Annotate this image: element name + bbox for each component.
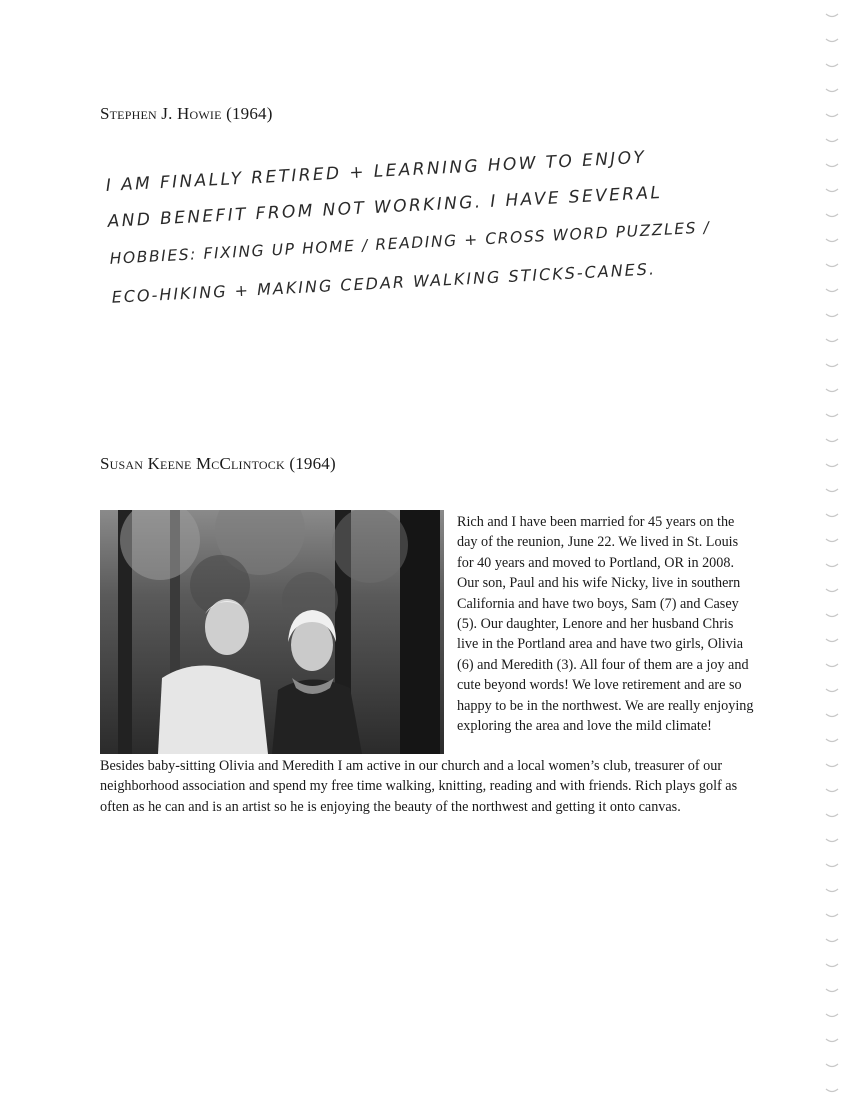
entry-year: (1964) — [289, 454, 336, 473]
handwritten-note — [104, 117, 751, 310]
edge-mark — [826, 589, 838, 592]
edge-mark — [826, 114, 838, 117]
edge-mark — [826, 189, 838, 192]
edge-mark — [826, 264, 838, 267]
entry-name: Susan Keene McClintock — [100, 454, 285, 473]
edge-mark — [826, 464, 838, 467]
handwritten-line: ECO-HIKING + MAKING CEDAR WALKING STICKS-CANES. — [111, 259, 657, 307]
edge-mark — [826, 1039, 838, 1042]
scan-binding-edge — [812, 0, 850, 1099]
entry-year: (1964) — [226, 104, 273, 123]
entry-heading-howie — [100, 104, 273, 124]
edge-mark — [826, 889, 838, 892]
edge-mark — [826, 564, 838, 567]
entry-heading-mcclintock — [100, 454, 336, 474]
bio-text-beside-photo: Rich and I have been married for 45 years on the day of the reunion, June 22. We lived in St. Louis for 40 years and moved to Portland, OR in 2008. Our son, Paul and his wife Nicky, live in southern California and have two boys, Sam (7) and Casey (5). Our daughter, Lenore and her husband Chris live in the Portland area and have two girls, Olivia (6) and Meredith (3). All four of them are a joy and cute beyond words! We love retirement and are so happy to be in the northwest. We are really enjoying exploring the area and love the mild climate! — [457, 514, 754, 735]
handwritten-line: I AM FINALLY RETIRED + LEARNING HOW TO ENJOY — [105, 147, 647, 196]
edge-mark — [826, 789, 838, 792]
edge-mark — [826, 489, 838, 492]
edge-mark — [826, 39, 838, 42]
edge-mark — [826, 139, 838, 142]
edge-mark — [826, 689, 838, 692]
edge-mark — [826, 164, 838, 167]
edge-mark — [826, 514, 838, 517]
edge-mark — [826, 339, 838, 342]
edge-mark — [826, 214, 838, 217]
edge-mark — [826, 714, 838, 717]
edge-mark — [826, 289, 838, 292]
edge-mark — [826, 639, 838, 642]
edge-mark — [826, 64, 838, 67]
edge-mark — [826, 1014, 838, 1017]
edge-mark — [826, 989, 838, 992]
bio-text-full-width: Besides baby-sitting Olivia and Meredith I am active in our church and a local women’s club, treasurer of our neighborhood association and spend my free time walking, knitting, reading and with friends. Rich plays golf as often as he can and is an artist so he is enjoying the beauty of the northwest and getting it onto canvas. — [100, 758, 738, 815]
edge-mark — [826, 814, 838, 817]
edge-mark — [826, 239, 838, 242]
edge-mark — [826, 839, 838, 842]
edge-mark — [826, 864, 838, 867]
edge-mark — [826, 414, 838, 417]
couple-photo — [100, 510, 444, 754]
edge-mark — [826, 364, 838, 367]
edge-mark — [826, 314, 838, 317]
edge-mark — [826, 439, 838, 442]
handwritten-line: AND BENEFIT FROM NOT WORKING. I HAVE SEVERAL — [107, 182, 663, 232]
edge-mark — [826, 89, 838, 92]
edge-mark — [826, 389, 838, 392]
edge-mark — [826, 1089, 838, 1092]
edge-mark — [826, 739, 838, 742]
edge-mark — [826, 914, 838, 917]
edge-mark — [826, 939, 838, 942]
edge-mark — [826, 14, 838, 17]
entry-name: Stephen J. Howie — [100, 104, 222, 123]
edge-mark — [826, 539, 838, 542]
edge-mark — [826, 664, 838, 667]
edge-mark — [826, 1064, 838, 1067]
edge-mark — [826, 614, 838, 617]
edge-mark — [826, 764, 838, 767]
edge-mark — [826, 964, 838, 967]
handwritten-line: HOBBIES: FIXING UP HOME / READING + CROSS WORD PUZZLES / — [109, 218, 711, 268]
